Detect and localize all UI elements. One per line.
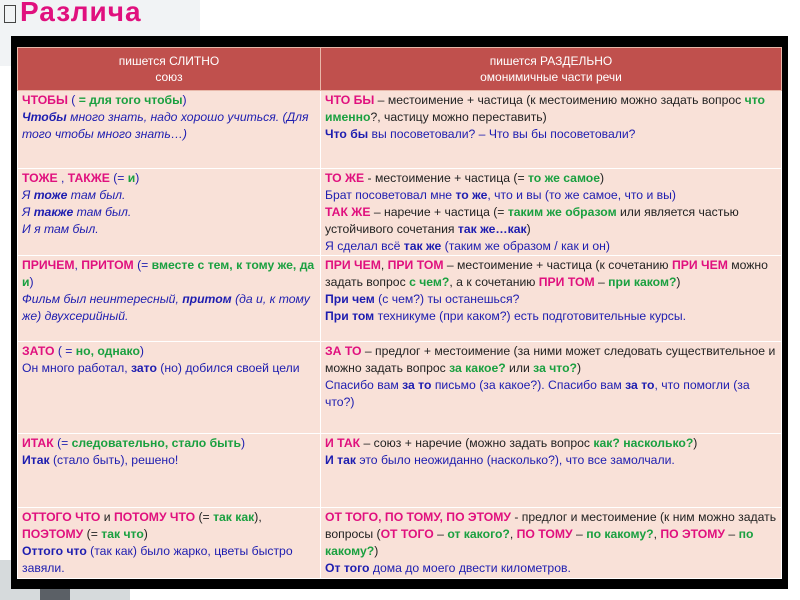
header-joined-subtitle: союз <box>155 70 183 84</box>
text: ) <box>143 527 148 541</box>
text: ) <box>526 222 531 236</box>
example-term: Что бы <box>325 127 369 141</box>
synonym: но, однако <box>75 344 140 358</box>
example-text: , что помогли (за что?) <box>325 378 750 409</box>
term: ОТ ТОГО <box>380 527 434 541</box>
cell-joined <box>18 256 321 342</box>
cell-joined <box>18 91 321 169</box>
example-text: (но) добился своей цели <box>156 361 300 375</box>
text: – наречие + частица (= <box>370 205 508 219</box>
example-term: за то <box>625 378 655 392</box>
cell-joined <box>18 342 321 434</box>
term: ПРИ ТОМ <box>538 275 595 289</box>
cell-separate <box>321 434 782 508</box>
term: ТОЖЕ <box>22 171 58 185</box>
synonym: то же самое <box>527 171 601 185</box>
question: при каком? <box>608 275 677 289</box>
text: или <box>505 361 534 375</box>
table-row <box>18 91 782 169</box>
text: ) <box>577 361 582 375</box>
example-text: (да и, к тому же) двухсерийный. <box>22 292 310 323</box>
header-joined-title: пишется СЛИТНО <box>118 54 220 68</box>
example-term: При чем <box>325 292 375 306</box>
term: И ТАК <box>325 436 361 450</box>
cell-separate <box>321 256 782 342</box>
text: , <box>74 258 82 272</box>
example-text: техникуме (при каком?) есть подготовительные курсы. <box>374 309 686 323</box>
term: ОТ ТОГО, ПО ТОМУ, ПО ЭТОМУ <box>325 510 511 524</box>
table-row <box>18 169 782 256</box>
example-text: (с чем?) ты останешься? <box>374 292 520 306</box>
text: ?, частицу можно переставить) <box>370 110 547 124</box>
header-separate <box>321 48 782 91</box>
example-text: (таким же образом / как и он) <box>441 239 610 253</box>
term: ЗАТО <box>22 344 55 358</box>
example-text: Спасибо вам <box>325 378 403 392</box>
example-term: притом <box>182 292 232 306</box>
text: ) <box>600 171 605 185</box>
cell-separate <box>321 169 782 256</box>
text: – местоимение + частица (к местоимению можно задать вопрос <box>374 93 745 107</box>
example-term: за то <box>402 378 432 392</box>
example-text: там был. <box>73 205 132 219</box>
synonym: вместе с тем, к тому же, да и <box>22 258 315 289</box>
term: ПОЭТОМУ <box>22 527 84 541</box>
example-text: (стало быть), решено! <box>49 453 179 467</box>
synonym: таким же образом <box>507 205 617 219</box>
example-term: Оттого что <box>22 544 87 558</box>
term: ПРИТОМ <box>81 258 134 272</box>
example-text: много знать, надо хорошо учиться. (Для того чтобы много знать…) <box>22 110 309 141</box>
example-term: И так <box>325 453 356 467</box>
text: (= <box>83 527 102 541</box>
example-text: Он много работал, <box>22 361 131 375</box>
term: ЗА ТО <box>325 344 362 358</box>
term: ПРИЧЕМ <box>22 258 75 272</box>
term: ИТАК <box>22 436 54 450</box>
table-row <box>18 434 782 508</box>
example-text: там был. <box>67 188 126 202</box>
example-term: тоже <box>33 188 68 202</box>
example-text: , что и вы (то же самое, что и вы) <box>487 188 676 202</box>
cell-joined <box>18 434 321 508</box>
text: (= <box>53 436 72 450</box>
header-separate-title: пишется РАЗДЕЛЬНО <box>489 54 613 68</box>
cell-separate <box>321 91 782 169</box>
question: за какое? <box>449 361 506 375</box>
term: ПРИ ЧЕМ <box>325 258 381 272</box>
table-row <box>18 508 782 579</box>
text: – местоимение + частица (к сочетанию <box>443 258 672 272</box>
table-header-row <box>18 48 782 91</box>
example-term: так же…как <box>457 222 527 236</box>
term: ТАКЖЕ <box>67 171 110 185</box>
question: с чем? <box>409 275 450 289</box>
cell-joined <box>18 508 321 579</box>
text: , <box>509 527 517 541</box>
text: – союз + наречие (можно задать вопрос <box>360 436 594 450</box>
term: ПРИ ТОМ <box>387 258 444 272</box>
synonym: = для того чтобы <box>78 93 183 107</box>
term: ТАК ЖЕ <box>325 205 371 219</box>
cell-separate <box>321 342 782 434</box>
text: ) <box>29 275 34 289</box>
question: что именно <box>325 93 765 124</box>
example-text: письмо (за какое?). Спасибо вам <box>431 378 626 392</box>
text: или является частью устойчивого сочетания <box>325 205 739 236</box>
example-term: От того <box>325 561 370 575</box>
example-text: Брат посоветовал мне <box>325 188 456 202</box>
term: ПО ТОМУ <box>516 527 573 541</box>
synonym: и <box>127 171 136 185</box>
example-text: И я там был. <box>22 222 99 236</box>
example-text: дома до моего двести километров. <box>369 561 571 575</box>
text: , а к сочетанию <box>449 275 539 289</box>
cell-joined <box>18 169 321 256</box>
synonym: так что <box>101 527 144 541</box>
text: (= <box>133 258 152 272</box>
term: ПРИ ЧЕМ <box>671 258 728 272</box>
example-term: Чтобы <box>22 110 67 124</box>
question: по какому? <box>586 527 654 541</box>
text: ( = <box>54 344 76 358</box>
header-separate-subtitle: омонимичные части речи <box>480 70 622 84</box>
text: (= <box>195 510 214 524</box>
text: ) <box>676 275 681 289</box>
example-text: Фильм был неинтересный, <box>22 292 183 306</box>
synonym: следовательно, стало быть <box>71 436 241 450</box>
spelling-rules-table <box>17 47 782 579</box>
text: – <box>433 527 448 541</box>
text: ) <box>139 344 144 358</box>
text: можно задать вопрос <box>325 258 768 289</box>
question: по какому? <box>325 527 754 558</box>
example-term: Итак <box>22 453 50 467</box>
text: , <box>380 258 388 272</box>
text: ) <box>693 436 698 450</box>
example-text: вы посоветовали? – Что вы бы посоветовали? <box>368 127 636 141</box>
example-text: Я <box>22 188 34 202</box>
term: ПО ЭТОМУ <box>660 527 726 541</box>
text: , <box>57 171 68 185</box>
example-term: то же <box>455 188 488 202</box>
example-text: это было неожиданно (насколько?), что все замолчали. <box>356 453 675 467</box>
example-text: Я <box>22 205 34 219</box>
slide-title: Различа <box>20 0 142 27</box>
term: ОТТОГО ЧТО <box>22 510 101 524</box>
text: – <box>572 527 587 541</box>
term: ПОТОМУ ЧТО <box>113 510 196 524</box>
table-row <box>18 256 782 342</box>
text: - предлог и местоимение (к ним можно задать вопросы ( <box>325 510 777 541</box>
synonym: так как <box>213 510 255 524</box>
table-row <box>18 342 782 434</box>
text: , <box>653 527 661 541</box>
text: – <box>594 275 609 289</box>
example-term: При том <box>325 309 375 323</box>
term: ЧТОБЫ <box>22 93 68 107</box>
missing-glyph-icon <box>4 5 16 23</box>
example-text: (так как) было жарко, цветы быстро завяли. <box>22 544 293 575</box>
text: ) <box>374 544 379 558</box>
term: ЧТО БЫ <box>325 93 375 107</box>
cell-separate <box>321 508 782 579</box>
text: – <box>725 527 739 541</box>
question: за что? <box>533 361 578 375</box>
text: ), <box>254 510 262 524</box>
example-text: Я сделал всё <box>325 239 404 253</box>
text: ) <box>240 436 246 450</box>
term: ТО ЖЕ <box>325 171 365 185</box>
example-term: так же <box>403 239 442 253</box>
header-joined <box>18 48 321 91</box>
text: ) <box>182 93 187 107</box>
text: и <box>100 510 114 524</box>
text: ) <box>135 171 140 185</box>
question: как? насколько? <box>593 436 694 450</box>
text: ( <box>67 93 79 107</box>
example-term: также <box>33 205 74 219</box>
text: (= <box>109 171 128 185</box>
text: - местоимение + частица (= <box>364 171 528 185</box>
example-term: зато <box>130 361 157 375</box>
question: от какого? <box>447 527 510 541</box>
text: – предлог + местоимение (за ними может следовать существительное и можно задать вопрос <box>325 344 776 375</box>
